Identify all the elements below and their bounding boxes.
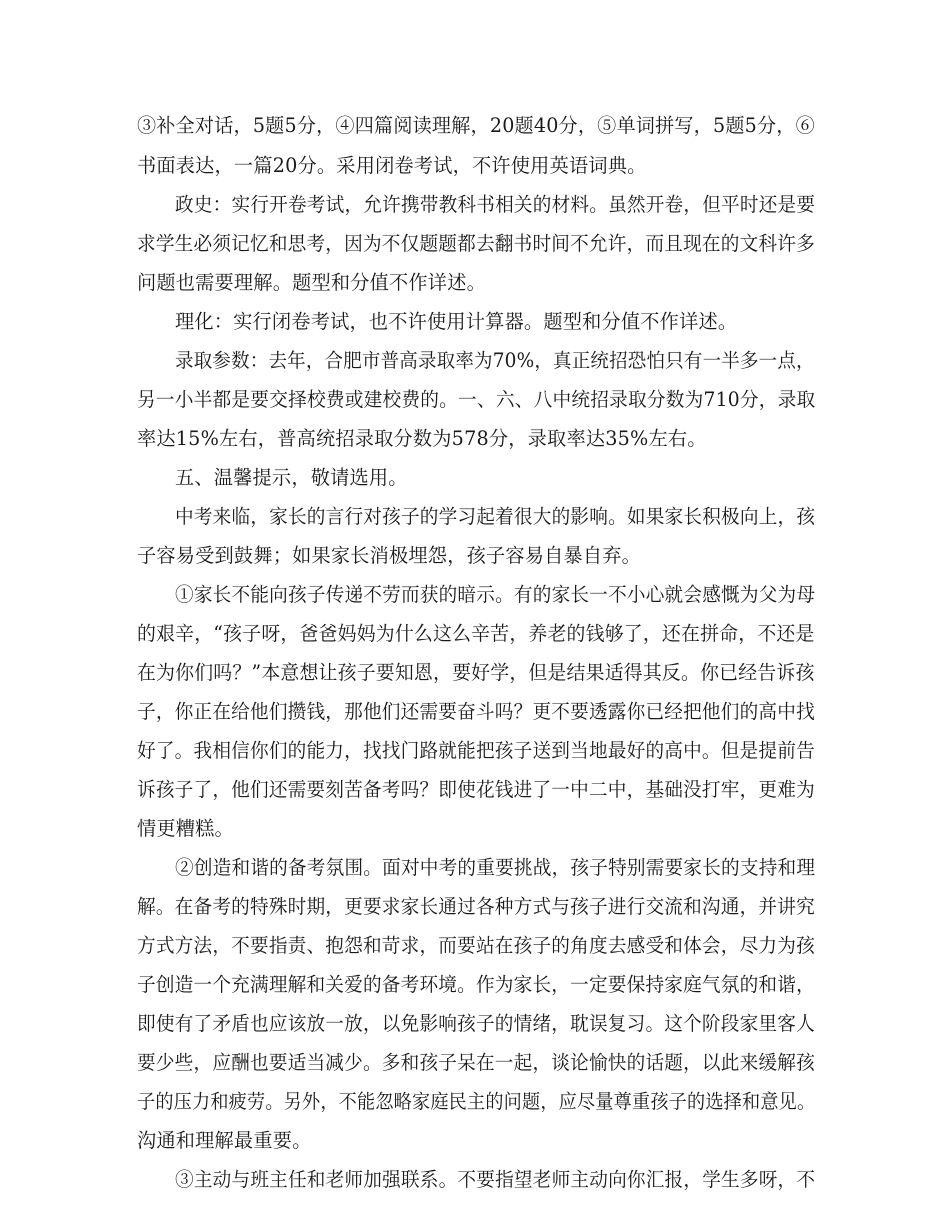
text-line: 情更糟糕。 [137,817,234,840]
text-line: ②创造和谐的备考氛围。面对中考的重要挑战，孩子特别需要家长的支持和理 [175,856,816,879]
text-line: 政史：实行开卷考试，允许携带教科书相关的材料。虽然开卷，但平时还是要 [175,193,816,216]
text-line: 求学生必须记忆和思考，因为不仅题题都去翻书时间不允许，而且现在的文科许多 [137,232,815,255]
text-line: 即使有了矛盾也应该放一放，以免影响孩子的情绪，耽误复习。这个阶段家里客人 [137,1012,815,1035]
text-line: ①家长不能向孩子传递不劳而获的暗示。有的家长一不小心就会感慨为父为母 [175,583,816,606]
text-line: 中考来临，家长的言行对孩子的学习起着很大的影响。如果家长积极向上，孩 [175,505,816,528]
text-line: 好了。我相信你们的能力，找找门路就能把孩子送到当地最好的高中。但是提前告 [137,739,815,762]
text-line: 问题也需要理解。题型和分值不作详述。 [137,271,486,294]
text-line: 子，你正在给他们攒钱，那他们还需要奋斗吗？更不要透露你已经把他们的高中找 [137,700,815,723]
text-line: 要少些，应酬也要适当减少。多和孩子呆在一起，谈论愉快的话题，以此来缓解孩 [137,1051,815,1074]
text-line: 五、温馨提示，敬请选用。 [175,466,408,489]
text-line: 理化：实行闭卷考试，也不许使用计算器。题型和分值不作详述。 [175,310,738,333]
text-line: 书面表达，一篇20分。采用闭卷考试，不许使用英语词典。 [137,154,647,177]
text-line: 录取参数：去年，合肥市普高录取率为70%，真正统招恐怕只有一半多一点， [175,349,815,372]
text-line: ③主动与班主任和老师加强联系。不要指望老师主动向你汇报，学生多呀，不 [175,1168,816,1191]
text-line: 另一小半都是要交择校费或建校费的。一、六、八中统招录取分数为710分，录取 [137,388,816,411]
text-line: 子容易受到鼓舞；如果家长消极埋怨，孩子容易自暴自弃。 [137,544,642,567]
text-line: 子的压力和疲劳。另外，不能忽略家庭民主的问题，应尽量尊重孩子的选择和意见。 [137,1090,816,1113]
text-line: 率达15%左右，普高统招录取分数为578分，录取率达35%左右。 [137,427,707,450]
text-line: 诉孩子了，他们还需要刻苦备考吗？即使花钱进了一中二中，基础没打牢，更难为 [137,778,815,801]
text-line: 子创造一个充满理解和关爱的备考环境。作为家长，一定要保持家庭气氛的和谐， [137,973,815,996]
text-line: 的艰辛，“孩子呀，爸爸妈妈为什么这么辛苦，养老的钱够了，还在拼命，不还是 [137,622,815,645]
text-line: 沟通和理解最重要。 [137,1129,312,1152]
text-line: ③补全对话，5题5分，④四篇阅读理解，20题40分，⑤单词拼写，5题5分，⑥ [137,114,815,137]
text-line: 解。在备考的特殊时期，更要求家长通过各种方式与孩子进行交流和沟通，并讲究 [137,895,815,918]
text-line: 方式方法，不要指责、抱怨和苛求，而要站在孩子的角度去感受和体会，尽力为孩 [137,934,815,957]
text-line: 在为你们吗？”本意想让孩子要知恩，要好学，但是结果适得其反。你已经告诉孩 [137,661,815,684]
